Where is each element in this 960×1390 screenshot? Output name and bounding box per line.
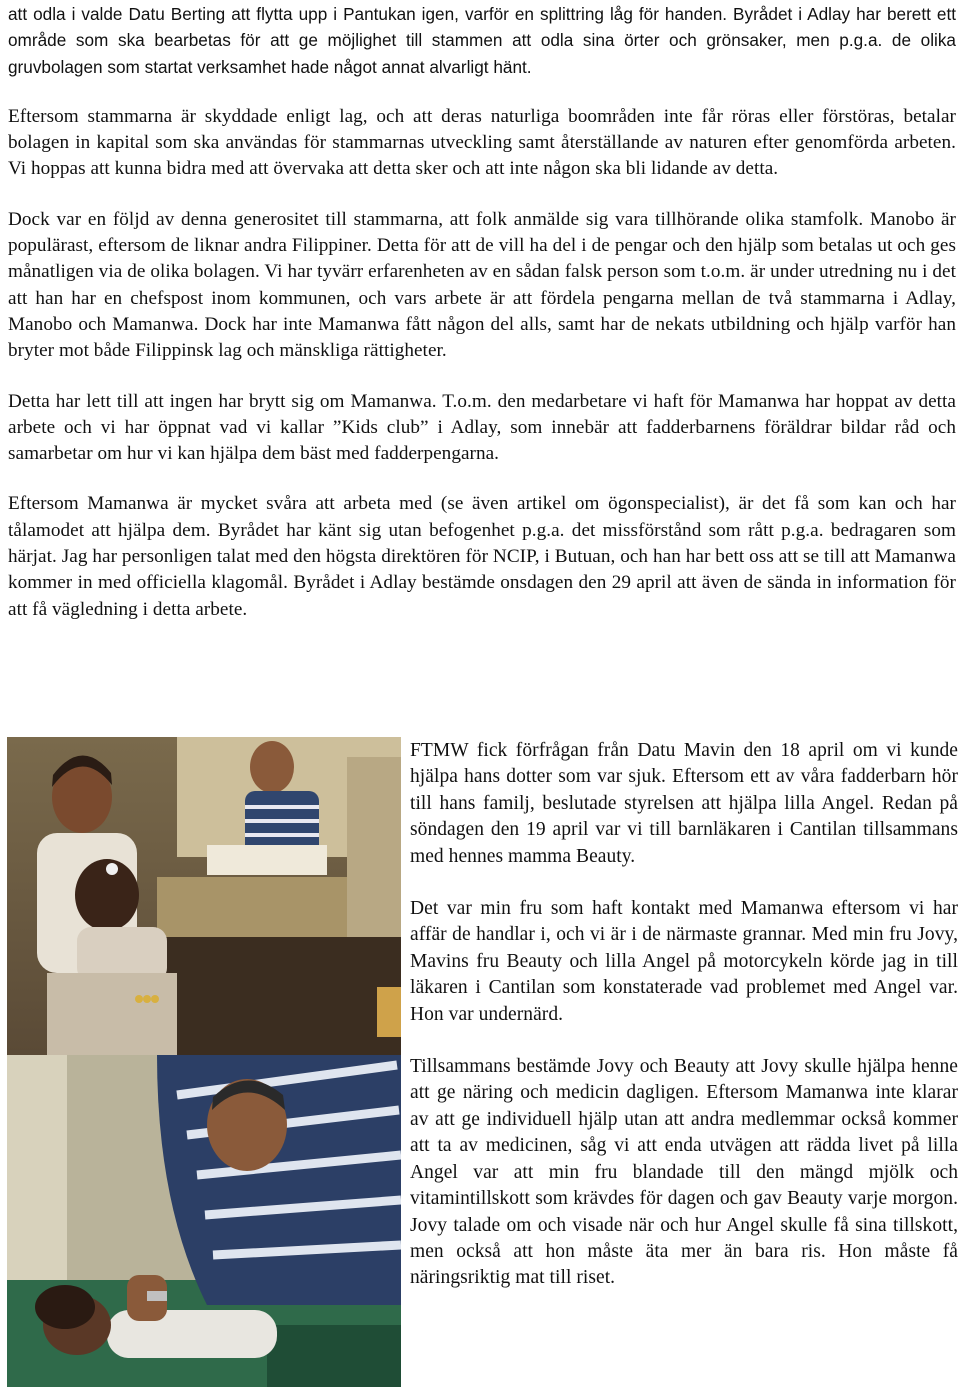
paragraph-ftmw-forfragan: FTMW fick förfrågan från Datu Mavin den 18 april om vi kunde hjälpa hans dotter som var sjuk. Eftersom ett av våra fadderbarn hör till hans familj, beslutade styrelsen att hjälpa lilla Angel. Redan på söndagen den 19 april var vi till barnläkaren i Cantilan tillsammans med hennes mamma Beauty. [410,740,958,867]
photo-2-illustration [7,1055,401,1387]
paragraph-gruvbolagen: att odla i valde Datu Berting att flytta upp i Pantukan igen, varför en splittring låg för handen. Byrådet i Adlay har berett ett område som ska bearbetas för att ge möjlighet till stammen att odla sina örter och grönsaker, men p.g.a. de olika gruvbolagen som startat verksamhet hade något annat alvarligt hänt. [8,4,956,77]
photo-mother-child-doctor [7,737,401,1055]
paragraph-stammarna-skyddade: Eftersom stammarna är skyddade enligt lag, och att deras naturliga boområden inte får röras eller förstöras, betalar bolagen in kapital som ska användas för stammarnas utveckling samt återställande av naturen efter genomförda arbeten. Vi hoppas att kunna bidra med att övervaka att detta sker och att inte någon ska bli lidande av detta. [8,105,956,180]
paragraph-min-fru: Det var min fru som haft kontakt med Mamanwa eftersom vi har affär de handlar i, och vi är i de närmaste grannar. Med min fru Jovy, Mavins fru Beauty och lilla Angel på motorcykeln körde jag in till läkaren i Cantilan som konstaterade vad problemet med Angel var. Hon var undernärd. [410,898,958,1025]
paragraph-tillsammans: Tillsammans bestämde Jovy och Beauty att Jovy skulle hjälpa henne att ge näring och medicin dagligen. Eftersom Mamanwa inte klarar av att ge individuell hjälp utan att andra medlemmar också kommer att ta av medicinen, såg vi att enda utvägen att rädda livet på lilla Angel var att min fru blandade till den mängd mjölk och vitamintillskott som krävdes för dagen och gav Beauty varje morgon. Jovy talade om och visade när och hur Angel skulle få sina tillskott, men också att hon måste äta mer än bara ris. Hon måste få näringsriktig mat till riset. [410,1056,958,1289]
paragraph-ncip: Eftersom Mamanwa är mycket svåra att arbeta med (se även artikel om ögonspecialist), är det få som kan och har tålamodet att hjälpa dem. Byrådet har känt sig utan befogenhet p.g.a. det missförstånd som rått p.g.a. bedragaren som härjat. Jag har personligen talat med den högsta direktören för NCIP, i Butuan, och han har bett oss att se till att Mamanwa kommer in med officiella klagomål. Byrådet i Adlay bestämde onsdagen den 29 april att även de sända in information för att få vägledning i detta arbete. [8,493,956,620]
photo-column [7,737,401,1387]
article-body-top [8,1,956,623]
paragraph-kids-club: Detta har lett till att ingen har brytt sig om Mamanwa. T.o.m. den medarbetare vi haft för Mamanwa har hoppat av detta arbete och vi har öppnat vad vi kallar ”Kids club” i Adlay, som innebär att fadderbarnens föräldrar bildar råd och samarbetar om hur vi kan hjälpa dem bäst med fadderpengarna. [8,390,956,465]
article-body-right [410,738,958,1292]
photo-doctor-examining-child [7,1055,401,1387]
photo-1-illustration [7,737,401,1055]
paragraph-generositet: Dock var en följd av denna generositet till stammarna, att folk anmälde sig vara tillhörande olika stamfolk. Manobo är populärast, eftersom de liknar andra Filippiner. Detta för att de vill ha del i de pengar och den hjälp som betalas ut och ges månatligen via de olika bolagen. Vi har tyvärr erfarenheten av en sådan falsk person som t.o.m. är under utredning nu i det att han har en chefspost inom kommunen, och vars arbete är att fördela pengarna mellan de två stammarna i Adlay, Manobo och Mamanwa. Dock har inte Mamanwa fått någon del alls, samt har de nekats utbildning och hjälp varför han bryter mot både Filippinsk lag och mänskliga rättigheter. [8,208,956,362]
